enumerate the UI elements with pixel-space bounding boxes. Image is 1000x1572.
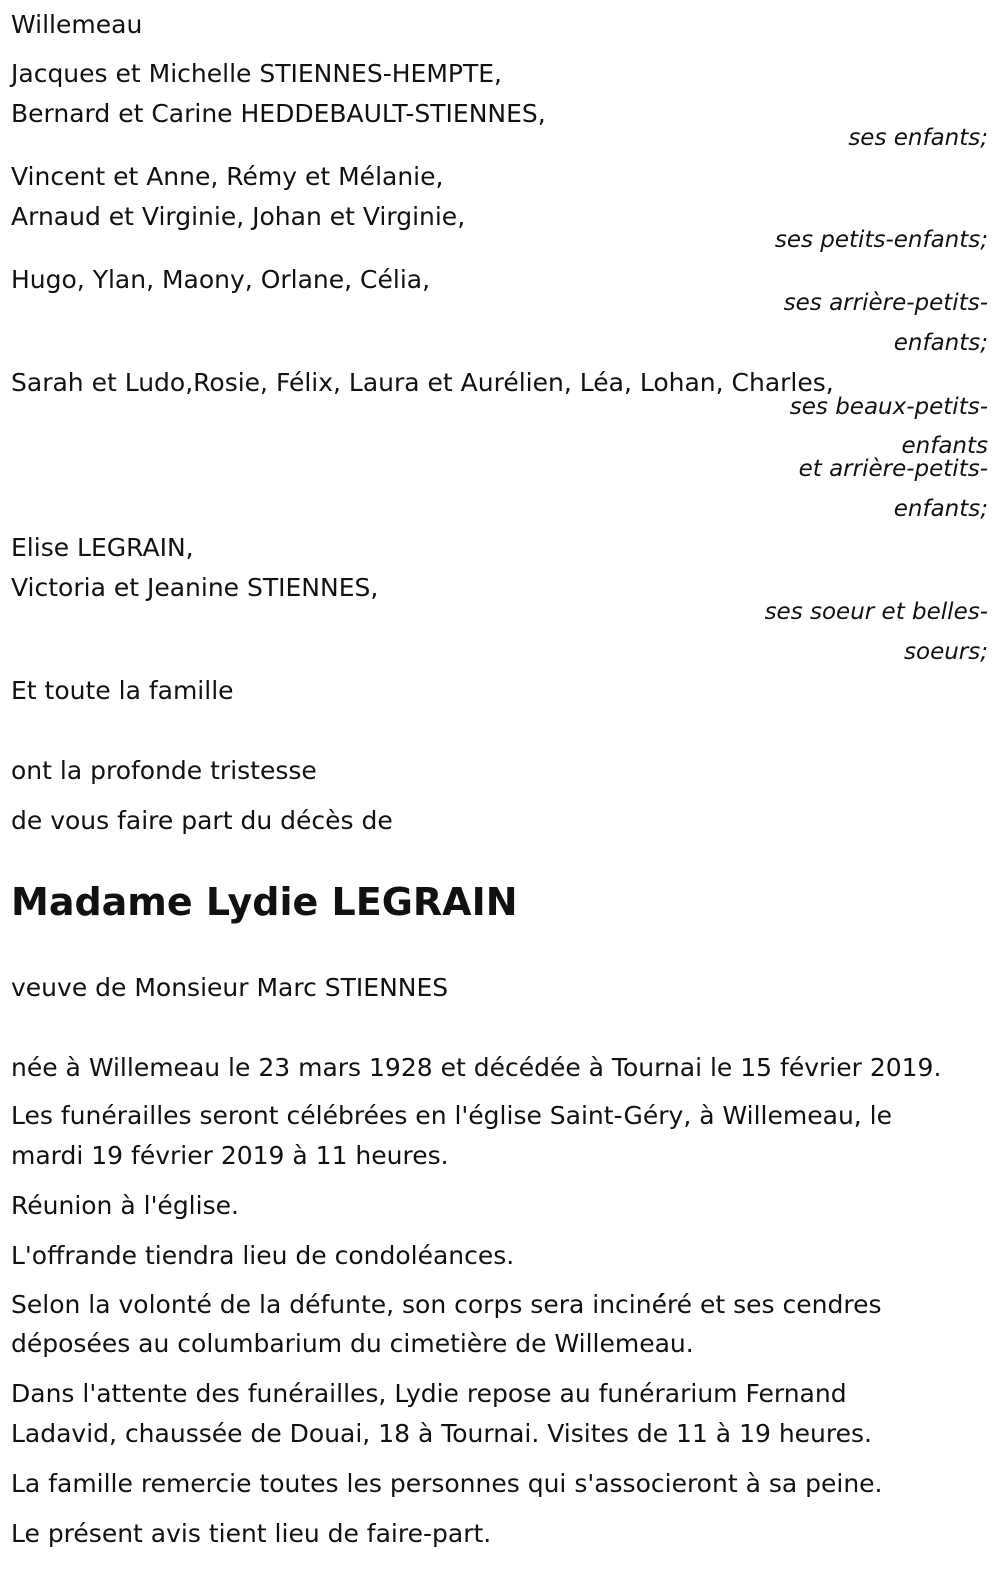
grandchildren-role: ses petits-enfants; (774, 227, 988, 253)
announcement-line-2: de vous faire part du décès de (11, 806, 393, 835)
rest-line-1: Dans l'attente des funérailles, Lydie repose au funérarium Fernand (11, 1379, 847, 1408)
cremation-line-2: déposées au columbarium du cimetière de Willemeau. (11, 1329, 694, 1358)
notice-line: Le présent avis tient lieu de faire-part. (11, 1519, 492, 1548)
children-line-1: Jacques et Michelle STIENNES-HEMPTE, (11, 59, 502, 88)
birth-death-line: née à Willemeau le 23 mars 1928 et décédée à Tournai le 15 février 2019. (11, 1053, 942, 1082)
funeral-line-2: mardi 19 février 2019 à 11 heures. (11, 1141, 449, 1170)
announcement-line-1: ont la profonde tristesse (11, 756, 317, 785)
children-role: ses enfants; (848, 125, 988, 151)
funeral-line-1: Les funérailles seront célébrées en l'église Saint-Géry, à Willemeau, le (11, 1101, 893, 1130)
deceased-name: Madame Lydie LEGRAIN (11, 880, 518, 924)
thanks-line: La famille remercie toutes les personnes qui s'associeront à sa peine. (11, 1469, 883, 1498)
grandchildren-line-1: Vincent et Anne, Rémy et Mélanie, (11, 162, 444, 191)
offering-line: L'offrande tiendra lieu de condoléances. (11, 1241, 515, 1270)
rest-line-2: Ladavid, chaussée de Douai, 18 à Tournai. Visites de 11 à 19 heures. (11, 1419, 872, 1448)
step-grandchildren-line: Sarah et Ludo,Rosie, Félix, Laura et Aurélien, Léa, Lohan, Charles, (11, 368, 834, 397)
cremation-line-1: Selon la volonté de la défunte, son corps sera inciné́ré et ses cendres (11, 1290, 882, 1319)
siblings-role-2: soeurs; (904, 639, 988, 665)
step-role-3: et arrière-petits- (798, 456, 988, 482)
siblings-line-2: Victoria et Jeanine STIENNES, (11, 573, 379, 602)
great-grandchildren-role-2: enfants; (893, 330, 988, 356)
town-header: Willemeau (11, 10, 143, 39)
siblings-line-1: Elise LEGRAIN, (11, 533, 194, 562)
all-family: Et toute la famille (11, 676, 234, 705)
step-role-4: enfants; (893, 496, 988, 522)
children-line-2: Bernard et Carine HEDDEBAULT-STIENNES, (11, 99, 546, 128)
step-role-1: ses beaux-petits- (789, 394, 988, 420)
meeting-line: Réunion à l'église. (11, 1191, 239, 1220)
spouse-line: veuve de Monsieur Marc STIENNES (11, 973, 449, 1002)
great-grandchildren-role-1: ses arrière-petits- (783, 290, 988, 316)
siblings-role-1: ses soeur et belles- (764, 599, 988, 625)
step-role-2: enfants (901, 433, 988, 459)
grandchildren-line-2: Arnaud et Virginie, Johan et Virginie, (11, 202, 466, 231)
great-grandchildren-line: Hugo, Ylan, Maony, Orlane, Célia, (11, 265, 431, 294)
